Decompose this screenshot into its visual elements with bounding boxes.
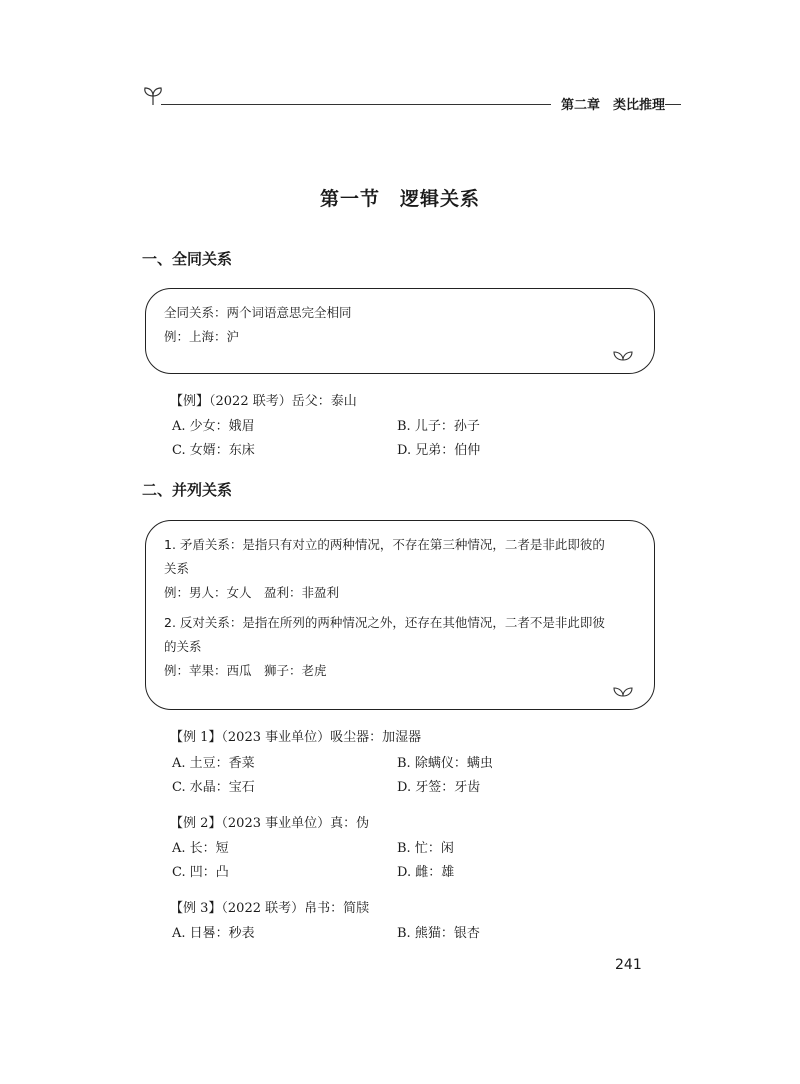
option-c: C. 水晶：宝石 (172, 780, 255, 795)
example-text: 例：苹果：西瓜 狮子：老虎 (164, 663, 327, 678)
question-stem: 【例 2】（2023 事业单位）真：伪 (170, 816, 370, 831)
example-text: 例：上海：沪 (164, 329, 240, 344)
heading-identity-relation: 一、全同关系 (142, 250, 233, 268)
option-b: B. 熊猫：银杏 (397, 926, 480, 941)
option-c: C. 女婿：东床 (172, 443, 255, 458)
question-stem: 【例 3】（2022 联考）帛书：简牍 (170, 901, 370, 916)
section-title: 第一节 逻辑关系 (319, 188, 480, 210)
chapter-title: 第二章 类比推理 (551, 94, 665, 113)
option-d: D. 兄弟：伯仲 (397, 443, 481, 458)
definition-text: 关系 (164, 561, 190, 576)
question-stem: 【例】（2022 联考）岳父：泰山 (170, 394, 357, 409)
option-b: B. 忙：闲 (397, 841, 454, 856)
sprout-icon (141, 84, 165, 110)
definition-text: 的关系 (164, 639, 202, 654)
example-text: 例：男人：女人 盈利：非盈利 (164, 585, 340, 600)
option-b: B. 儿子：孙子 (397, 419, 480, 434)
option-a: A. 长：短 (172, 841, 229, 856)
option-a: A. 土豆：香菜 (172, 756, 255, 771)
definition-text: 2. 反对关系：是指在所列的两种情况之外，还存在其他情况，二者不是非此即彼 (164, 615, 605, 630)
definition-box-identity (145, 288, 655, 374)
option-b: B. 除螨仪：螨虫 (397, 756, 493, 771)
question-stem: 【例 1】（2023 事业单位）吸尘器：加湿器 (170, 730, 422, 745)
option-d: D. 牙签：牙齿 (397, 780, 481, 795)
heading-parallel-relation: 二、并列关系 (142, 481, 233, 499)
definition-text: 1. 矛盾关系：是指只有对立的两种情况，不存在第三种情况，二者是非此即彼的 (164, 537, 605, 552)
option-c: C. 凹：凸 (172, 865, 229, 880)
option-a: A. 少女：娥眉 (172, 419, 255, 434)
definition-text: 全同关系：两个词语意思完全相同 (164, 305, 352, 320)
leaf-icon (612, 681, 634, 705)
leaf-icon (612, 345, 634, 369)
option-d: D. 雌：雄 (397, 865, 455, 880)
page-number: 241 (615, 957, 642, 973)
option-a: A. 日晷：秒表 (172, 926, 255, 941)
definition-box-parallel (145, 520, 655, 710)
running-header (141, 84, 665, 114)
